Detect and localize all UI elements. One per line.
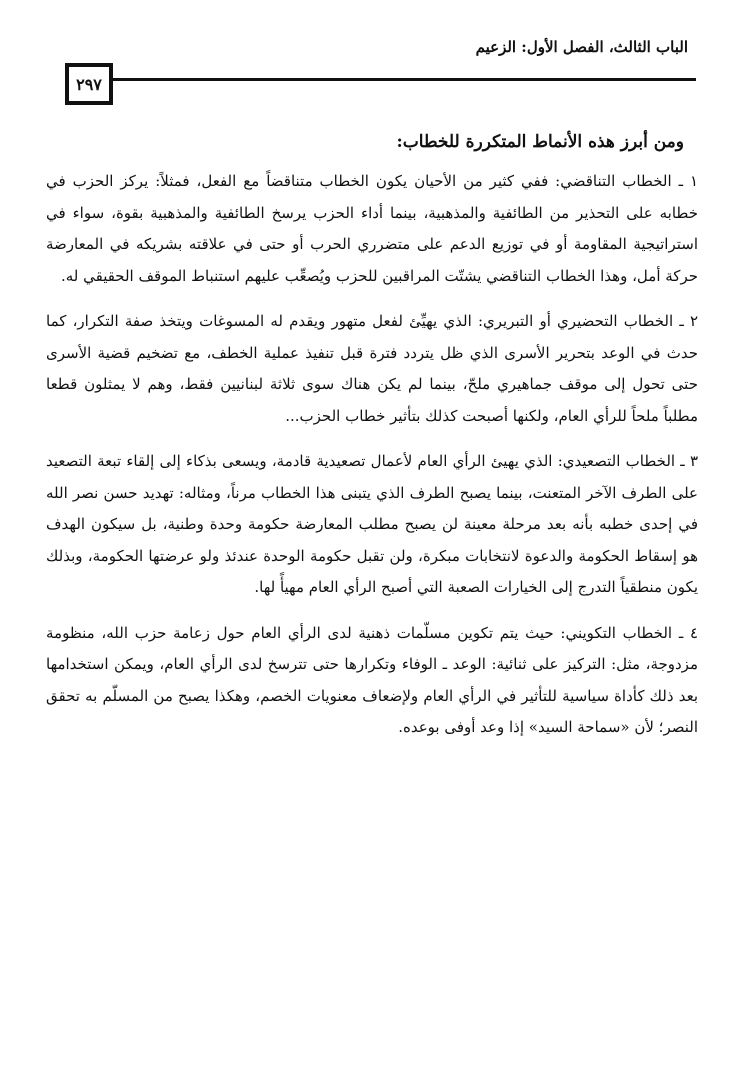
list-item xyxy=(46,166,698,292)
running-title: الباب الثالث، الفصل الأول: الزعيم xyxy=(475,38,688,56)
page-body xyxy=(46,126,698,758)
list-item-text: ٣ ـ الخطاب التصعيدي: الذي يهيئ الرأي العام لأعمال تصعيدية قادمة، ويسعى بذكاء إلى إلقاء تبعة التصعيد على الطرف الآخر المتعنت، بينما يصبح الطرف الذي يتبنى هذا الخطاب مرناً، ومثاله: تهديد حسن نصر الله في إحدى خطبه بأنه بعد مرحلة معينة لن يصبح مطلب المعارضة حكومة وحدة وطنية، بل سيكون الهدف هو إسقاط الحكومة والدعوة لانتخابات مبكرة، ولن تقبل حكومة الوحدة عندئذ ولو عرضتها الحكومة، وبذلك يكون منطقياً التدرج إلى الخيارات الصعبة التي أصبح الرأي العام مهيأً لها. xyxy=(46,452,698,596)
list-item-text: ٤ ـ الخطاب التكويني: حيث يتم تكوين مسلّمات ذهنية لدى الرأي العام حول زعامة حزب الله، منظومة مزدوجة، مثل: التركيز على ثنائية: الوعد ـ الوفاء وتكرارها حتى تترسخ لدى الرأي العام، ويمكن استخدامها بعد ذلك كأداة سياسية للتأثير في الرأي العام ولإضعاف معنويات الخصم، وهكذا يصبح من المسلّم به تحقق النصر؛ لأن «سماحة السيد» إذا وعد أوفى بوعده. xyxy=(46,623,698,736)
header-rule xyxy=(113,78,696,81)
section-heading: ومن أبرز هذه الأنماط المتكررة للخطاب: xyxy=(396,132,684,152)
page-header xyxy=(41,38,696,108)
list-item-text: ١ ـ الخطاب التناقضي: ففي كثير من الأحيان يكون الخطاب متناقضاً مع الفعل، فمثلاً: يركز الحزب في خطابه على التحذير من الطائفية والمذهبية، بينما أداء الحزب يرسخ الطائفية والمذهبية بقوة، سواء في استراتيجية المقاومة أو في توزيع الدعم على متضرري الحرب أو حتى في علاقته بشريكه في المعارضة حركة أمل، وهذا الخطاب التناقضي يشتّت المراقبين للحزب ويُصعِّب عليهم استنباط الموقف الحقيقي له. xyxy=(46,172,698,285)
list-item xyxy=(46,618,698,744)
page-number: ٢٩٧ xyxy=(65,63,113,105)
list-item xyxy=(46,446,698,604)
list-item-text: ٢ ـ الخطاب التحضيري أو التبريري: الذي يهيِّئ لفعل متهور ويقدم له المسوغات ويتخذ صفة التكرار، كما حدث في الوعد بتحرير الأسرى الذي ظل يتردد فترة قبل تنفيذ عملية الخطف، مع تضخيم قضية الأسرى حتى تحول إلى موقف جماهيري ملحّ، بينما لم يكن هناك سوى ثلاثة لبنانيين فقط، وهم لا يمثلون قطعا مطلباً ملحاً للرأي العام، ولكنها أصبحت كذلك بتأثير خطاب الحزب... xyxy=(46,312,698,425)
list-item xyxy=(46,306,698,432)
